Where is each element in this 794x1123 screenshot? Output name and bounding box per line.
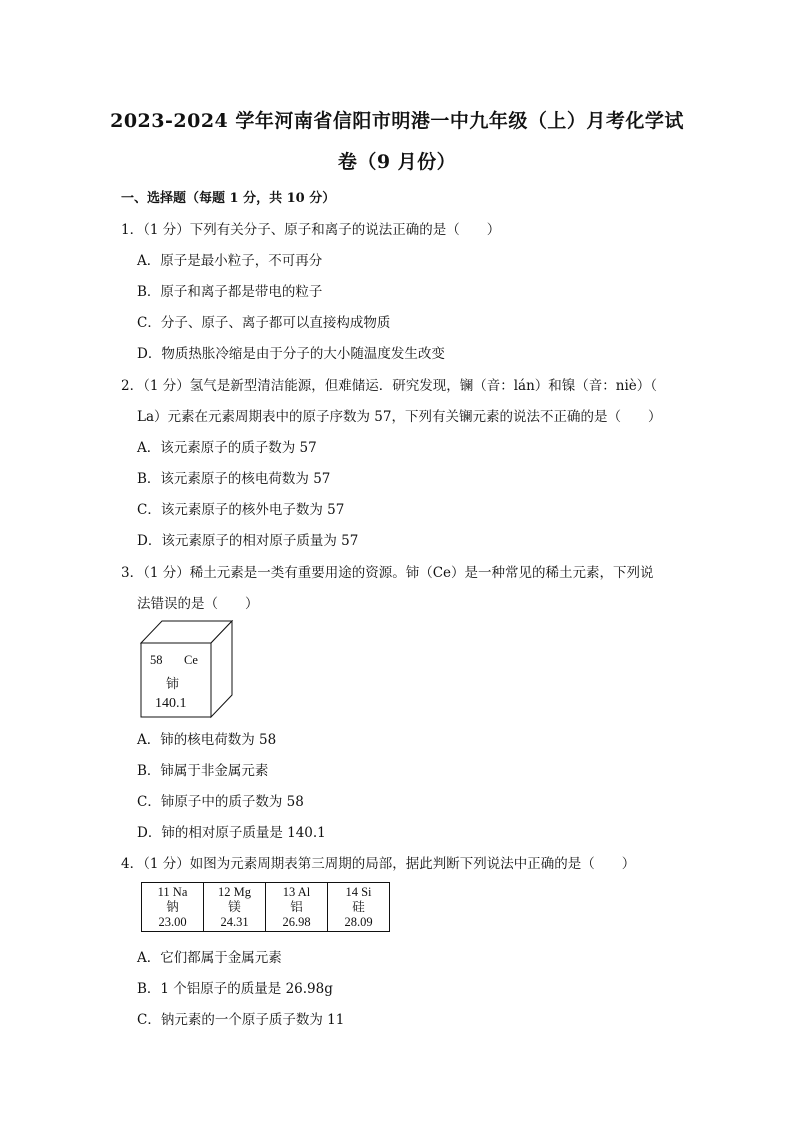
question-3-stem-line1: 3．（1 分）稀土元素是一类有重要用途的资源。铈（Ce）是一种常见的稀土元素，下列说 <box>121 565 654 581</box>
element-cell-al: 13 Al 铝 26.98 <box>266 883 328 932</box>
question-3-option-b: B．铈属于非金属元素 <box>137 763 269 779</box>
element-atomic-mass: 140.1 <box>155 696 187 711</box>
question-3-option-d: D．铈的相对原子质量是 140.1 <box>137 825 326 841</box>
exam-title-line2: 卷（9 月份） <box>337 151 457 173</box>
question-4-option-b: B．1 个铝原子的质量是 26.98g <box>137 981 333 997</box>
question-1-option-a: A．原子是最小粒子，不可再分 <box>137 253 323 269</box>
question-3-option-a: A．铈的核电荷数为 58 <box>137 732 277 748</box>
question-2-option-d: D．该元素原子的相对原子质量为 57 <box>137 533 359 549</box>
question-2-option-a: A．该元素原子的质子数为 57 <box>137 440 317 456</box>
question-1-option-d: D．物质热胀冷缩是由于分子的大小随温度发生改变 <box>137 346 445 362</box>
element-atomic-number: 58 <box>150 653 163 667</box>
question-2-stem-line1: 2．（1 分）氢气是新型清洁能源，但难储运．研究发现，镧（音：lán）和镍（音：niè）（ <box>121 378 658 394</box>
section-heading: 一、选择题（每题 1 分，共 10 分） <box>121 191 336 206</box>
question-3-option-c: C．铈原子中的质子数为 58 <box>137 794 304 810</box>
element-symbol: Ce <box>184 653 198 667</box>
exam-title-line1: 2023-2024 学年河南省信阳市明港一中九年级（上）月考化学试 <box>110 110 684 132</box>
periodic-table-fragment <box>141 882 390 932</box>
question-2-option-b: B．该元素原子的核电荷数为 57 <box>137 471 331 487</box>
question-1-stem: 1．（1 分）下列有关分子、原子和离子的说法正确的是（ ） <box>121 222 501 238</box>
question-4-option-a: A．它们都属于金属元素 <box>137 950 282 966</box>
question-1-option-b: B．原子和离子都是带电的粒子 <box>137 284 323 300</box>
question-2-stem-line2: La）元素在元素周期表中的原子序数为 57，下列有关镧元素的说法不正确的是（ ） <box>137 409 662 425</box>
element-cell-si: 14 Si 硅 28.09 <box>328 883 390 932</box>
question-2-option-c: C．该元素原子的核外电子数为 57 <box>137 502 345 518</box>
cerium-element-cube <box>140 620 240 720</box>
question-1-option-c: C．分子、原子、离子都可以直接构成物质 <box>137 315 391 331</box>
question-4-option-c: C．钠元素的一个原子质子数为 11 <box>137 1012 345 1028</box>
element-name: 铈 <box>166 676 180 691</box>
question-3-stem-line2: 法错误的是（ ） <box>137 596 259 612</box>
element-cell-mg: 12 Mg 镁 24.31 <box>204 883 266 932</box>
element-cell-na: 11 Na 钠 23.00 <box>142 883 204 932</box>
question-4-stem: 4．（1 分）如图为元素周期表第三周期的局部，据此判断下列说法中正确的是（ ） <box>121 856 636 872</box>
